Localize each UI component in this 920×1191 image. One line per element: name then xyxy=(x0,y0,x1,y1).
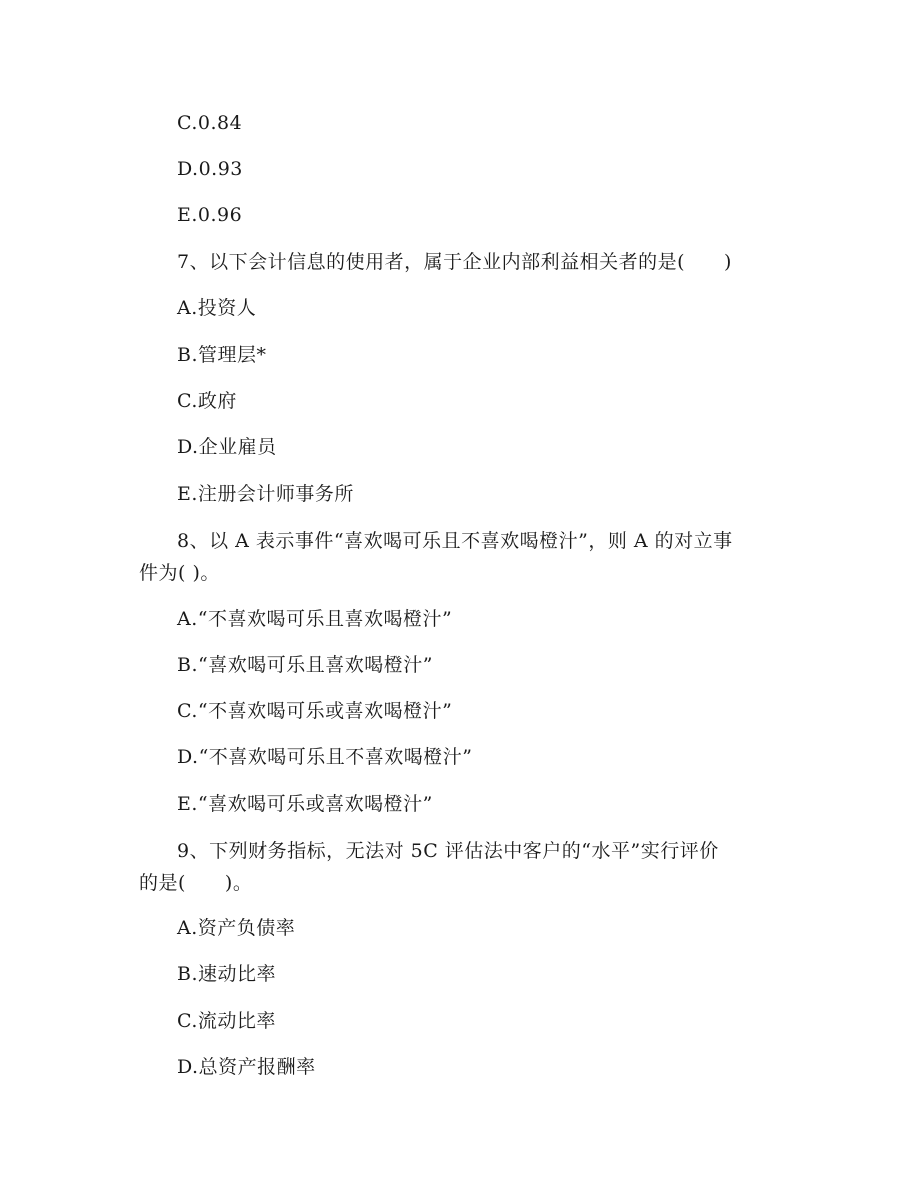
q7-option-c: C.政府 xyxy=(177,390,237,412)
q7-option-a: A.投资人 xyxy=(177,297,257,319)
q6-option-d: D.0.93 xyxy=(177,158,243,180)
q7-option-e: E.注册会计师事务所 xyxy=(177,483,354,505)
q8-option-d: D.“不喜欢喝可乐且不喜欢喝橙汁” xyxy=(177,746,473,768)
q8-option-b: B.“喜欢喝可乐且喜欢喝橙汁” xyxy=(177,654,433,676)
q8-stem-line2: 件为( )。 xyxy=(139,562,220,584)
q8-stem-line1: 8、以 A 表示事件“喜欢喝可乐且不喜欢喝橙汁”，则 A 的对立事 xyxy=(177,530,733,552)
q9-stem-line2: 的是( )。 xyxy=(139,872,253,894)
q9-option-c: C.流动比率 xyxy=(177,1010,276,1032)
q7-option-b: B.管理层* xyxy=(177,344,267,366)
q7-option-d: D.企业雇员 xyxy=(177,436,277,458)
q9-option-a: A.资产负债率 xyxy=(177,917,296,939)
q8-option-e: E.“喜欢喝可乐或喜欢喝橙汁” xyxy=(177,793,433,815)
q7-stem: 7、以下会计信息的使用者，属于企业内部利益相关者的是( ) xyxy=(177,251,732,273)
q9-option-b: B.速动比率 xyxy=(177,963,277,985)
q8-option-c: C.“不喜欢喝可乐或喜欢喝橙汁” xyxy=(177,700,453,722)
q6-option-e: E.0.96 xyxy=(177,204,243,226)
q9-option-d: D.总资产报酬率 xyxy=(177,1056,316,1078)
q9-stem-line1: 9、下列财务指标，无法对 5C 评估法中客户的“水平”实行评价 xyxy=(177,840,719,862)
q6-option-c: C.0.84 xyxy=(177,112,243,134)
q8-option-a: A.“不喜欢喝可乐且喜欢喝橙汁” xyxy=(177,608,453,630)
